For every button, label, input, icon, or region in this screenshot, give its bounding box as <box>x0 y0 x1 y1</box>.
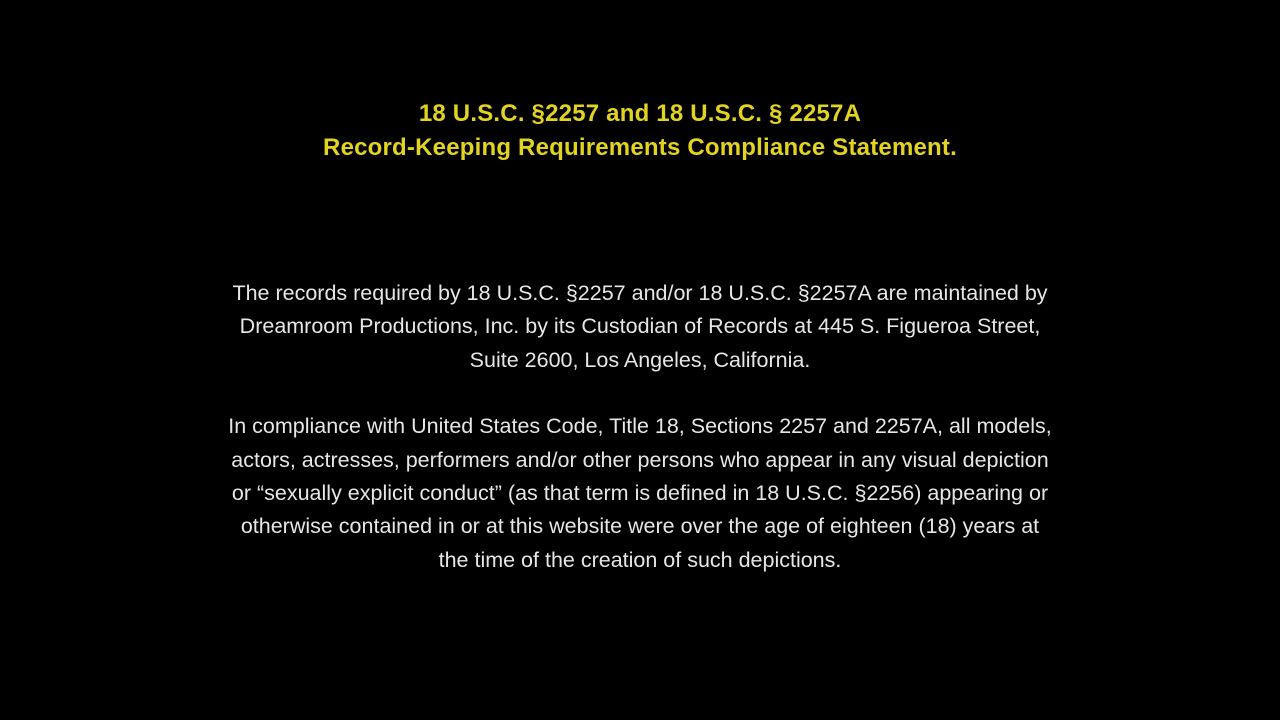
paragraph-line: Suite 2600, Los Angeles, California. <box>469 347 811 372</box>
title-line-statutes: 18 U.S.C. §2257 and 18 U.S.C. § 2257A <box>418 100 862 127</box>
paragraph-line: the time of the creation of such depictions. <box>438 547 842 572</box>
records-custodian-paragraph <box>0 277 1280 377</box>
paragraph-line: In compliance with United States Code, Title 18, Sections 2257 and 2257A, all models, <box>228 414 1052 439</box>
compliance-statement-content <box>0 97 1280 577</box>
paragraph-line: Dreamroom Productions, Inc. by its Custodian of Records at 445 S. Figueroa Street, <box>239 314 1041 339</box>
paragraph-line: The records required by 18 U.S.C. §2257 and/or 18 U.S.C. §2257A are maintained by <box>232 281 1048 305</box>
title-line-statement: Record-Keeping Requirements Compliance Statement. <box>323 134 957 161</box>
age-compliance-paragraph <box>0 410 1280 577</box>
compliance-statement-title <box>0 97 1280 165</box>
paragraph-line: actors, actresses, performers and/or other persons who appear in any visual depiction <box>231 447 1049 472</box>
paragraph-line: otherwise contained in or at this website were over the age of eighteen (18) years at <box>240 514 1040 539</box>
paragraph-line: or “sexually explicit conduct” (as that term is defined in 18 U.S.C. §2256) appearing or <box>231 481 1049 506</box>
